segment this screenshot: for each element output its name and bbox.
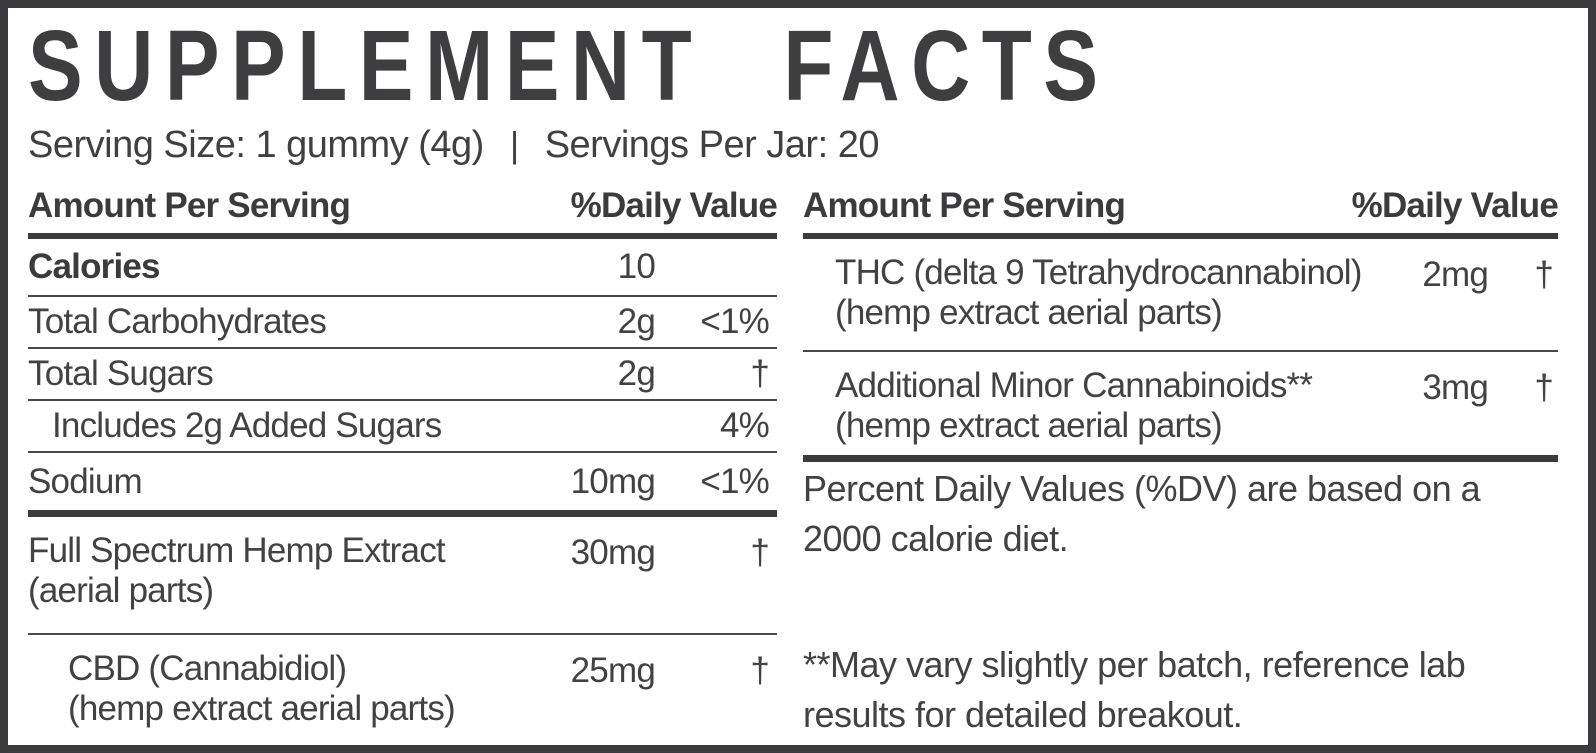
nutrient-name-line1: CBD (Cannabidiol) (68, 649, 347, 688)
nutrient-row-added-sugars (28, 401, 777, 453)
label-title-block (28, 10, 1568, 122)
nutrient-name (28, 635, 535, 729)
nutrient-name: Calories (28, 247, 160, 286)
nutrient-dv: † (1534, 368, 1553, 407)
nutrient-name (28, 517, 535, 611)
nutrient-amount: 3mg (1422, 368, 1488, 407)
nutrient-dv: † (750, 533, 769, 572)
serving-separator: | (509, 124, 519, 165)
nutrient-amount: 25mg (570, 651, 655, 690)
nutrient-name-line2: (hemp extract aerial parts) (835, 406, 1222, 445)
nutrient-amount: 2mg (1422, 255, 1488, 294)
header-daily-value: %Daily Value (570, 185, 777, 225)
label-title: SUPPLEMENT FACTS (28, 10, 1110, 122)
servings-per-jar: Servings Per Jar: 20 (544, 123, 879, 166)
nutrient-amount: 10 (617, 247, 655, 286)
nutrient-amount: 30mg (570, 533, 655, 572)
nutrient-name-line1: Additional Minor Cannabinoids** (835, 366, 1313, 405)
nutrient-name: Includes 2g Added Sugars (52, 406, 442, 445)
footnote-daily-value-basis: Percent Daily Values (%DV) are based on a 2000 calorie diet. (803, 468, 1481, 559)
nutrient-row-calories (28, 239, 777, 297)
nutrient-name-line1: THC (delta 9 Tetrahydrocannabinol) (835, 253, 1362, 292)
nutrient-name: Total Sugars (28, 354, 213, 393)
serving-size: Serving Size: 1 gummy (4g) (28, 123, 484, 166)
nutrient-dv: † (1534, 255, 1553, 294)
nutrient-row-total-sugars (28, 349, 777, 401)
footnote-batch-variance: **May vary slightly per batch, reference lab results for detailed breakout. (803, 644, 1466, 735)
facts-column-right (803, 178, 1558, 745)
nutrient-row-additional-minor-cannabinoids (803, 352, 1558, 462)
nutrient-amount: 2g (617, 354, 655, 393)
header-amount-per-serving: Amount Per Serving (803, 185, 1126, 225)
nutrient-name-line2: (hemp extract aerial parts) (68, 689, 455, 728)
nutrient-dv: <1% (700, 302, 769, 341)
nutrient-row-cbd (28, 635, 777, 745)
nutrient-amount: 10mg (570, 461, 655, 501)
nutrient-name (803, 352, 1394, 446)
nutrient-amount: 2g (617, 302, 655, 341)
nutrient-dv: † (750, 651, 769, 690)
nutrient-row-thc (803, 239, 1558, 352)
serving-info (28, 122, 1568, 168)
nutrient-name: Total Carbohydrates (28, 302, 327, 341)
header-amount-per-serving: Amount Per Serving (28, 185, 351, 225)
nutrient-dv: 4% (720, 406, 769, 445)
nutrient-name: Sodium (28, 461, 142, 501)
header-daily-value: %Daily Value (1351, 185, 1558, 225)
nutrient-name-line2: (hemp extract aerial parts) (835, 293, 1222, 332)
column-header-left (28, 178, 777, 239)
nutrient-name-line1: Full Spectrum Hemp Extract (28, 531, 445, 570)
nutrient-name-line2: (aerial parts) (28, 571, 214, 610)
facts-columns (28, 178, 1568, 745)
nutrient-row-total-carbohydrates (28, 297, 777, 349)
column-header-right (803, 178, 1558, 239)
nutrient-dv: <1% (700, 461, 769, 501)
nutrient-row-full-spectrum-hemp-extract (28, 517, 777, 635)
nutrient-name (803, 239, 1394, 333)
nutrient-row-sodium (28, 453, 777, 517)
nutrient-dv: † (750, 354, 769, 393)
facts-column-left (28, 178, 777, 745)
